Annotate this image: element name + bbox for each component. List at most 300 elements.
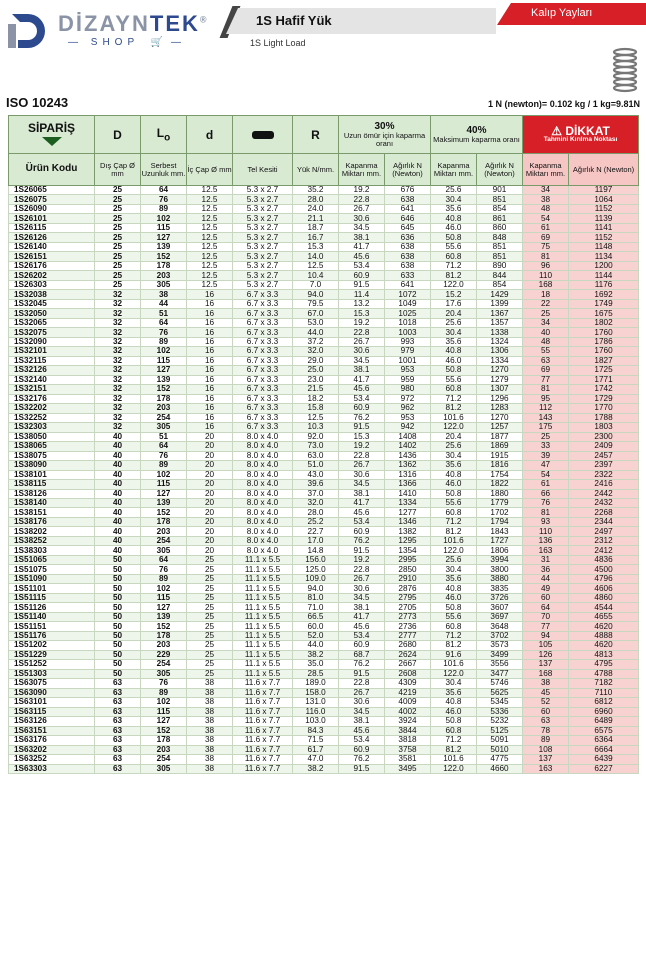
table-cell: 38 <box>187 698 233 707</box>
table-cell: 75 <box>523 242 569 251</box>
table-cell: 25 <box>187 641 233 650</box>
defl30-header: Kapanma Miktarı mm. <box>339 154 385 186</box>
table-cell: 1S26115 <box>9 223 95 232</box>
table-cell: 38 <box>187 679 233 688</box>
table-cell: 50 <box>95 565 141 574</box>
table-cell: 1786 <box>569 337 639 346</box>
table-cell: 861 <box>477 214 523 223</box>
force30-header: Ağırlık N (Newton) <box>385 154 431 186</box>
table-cell: 25 <box>187 631 233 640</box>
table-cell: 16 <box>187 413 233 422</box>
table-cell: 203 <box>141 271 187 280</box>
table-cell: 71.2 <box>431 631 477 640</box>
table-cell: 55.6 <box>431 242 477 251</box>
table-cell: 1S38252 <box>9 536 95 545</box>
table-cell: 2795 <box>385 593 431 602</box>
table-cell: 1316 <box>385 470 431 479</box>
table-cell: 851 <box>477 242 523 251</box>
table-cell: 46.0 <box>431 356 477 365</box>
table-cell: 15.8 <box>293 404 339 413</box>
table-cell: 81 <box>523 252 569 261</box>
table-cell: 38 <box>187 717 233 726</box>
table-cell: 152 <box>141 508 187 517</box>
table-body <box>9 186 639 774</box>
table-cell: 4620 <box>569 622 639 631</box>
table-cell: 4860 <box>569 593 639 602</box>
col-R: R <box>293 116 339 154</box>
table-cell: 38 <box>141 290 187 299</box>
table-cell: 5232 <box>477 717 523 726</box>
table-cell: 11.1 x 5.5 <box>233 574 293 583</box>
table-cell: 25.6 <box>431 318 477 327</box>
table-cell: 63 <box>95 688 141 697</box>
category-badge: Kalıp Yayları <box>497 3 646 25</box>
table-cell: 851 <box>477 195 523 204</box>
table-cell: 16 <box>187 366 233 375</box>
table-cell: 11.1 x 5.5 <box>233 631 293 640</box>
table-cell: 3573 <box>477 641 523 650</box>
table-cell: 25 <box>95 186 141 195</box>
table-row <box>9 404 639 413</box>
table-cell: 1354 <box>385 546 431 555</box>
table-cell: 1049 <box>385 299 431 308</box>
table-cell: 5345 <box>477 698 523 707</box>
table-cell: 81.0 <box>293 593 339 602</box>
table-cell: 63 <box>523 717 569 726</box>
table-cell: 41.7 <box>339 242 385 251</box>
table-cell: 6.7 x 3.3 <box>233 318 293 327</box>
table-cell: 115 <box>141 356 187 365</box>
table-cell: 89 <box>141 461 187 470</box>
table-cell: 12.5 <box>187 195 233 204</box>
table-cell: 5.3 x 2.7 <box>233 204 293 213</box>
table-cell: 5.3 x 2.7 <box>233 195 293 204</box>
table-cell: 1025 <box>385 309 431 318</box>
table-cell: 32 <box>95 337 141 346</box>
table-cell: 28.0 <box>293 195 339 204</box>
table-cell: 1S32101 <box>9 347 95 356</box>
table-cell: 52 <box>523 698 569 707</box>
unit-conversion: 1 N (newton)= 0.102 kg / 1 kg=9.81N <box>487 99 640 109</box>
table-cell: 1257 <box>477 423 523 432</box>
table-cell: 25 <box>187 584 233 593</box>
table-cell: 38.1 <box>339 366 385 375</box>
table-cell: 1779 <box>477 498 523 507</box>
table-row <box>9 394 639 403</box>
table-cell: 1S63090 <box>9 688 95 697</box>
table-cell: 50 <box>95 622 141 631</box>
table-cell: 34.5 <box>339 593 385 602</box>
table-cell: 50.8 <box>431 603 477 612</box>
table-cell: 4544 <box>569 603 639 612</box>
table-cell: 5091 <box>477 736 523 745</box>
table-row <box>9 726 639 735</box>
table-cell: 6.7 x 3.3 <box>233 423 293 432</box>
table-cell: 1822 <box>477 480 523 489</box>
table-cell: 36 <box>523 565 569 574</box>
table-cell: 11.6 x 7.7 <box>233 726 293 735</box>
table-cell: 91.5 <box>339 764 385 773</box>
table-cell: 30.6 <box>339 698 385 707</box>
table-cell: 12.5 <box>187 280 233 289</box>
table-cell: 1S63303 <box>9 764 95 773</box>
table-cell: 3800 <box>477 565 523 574</box>
table-cell: 89 <box>141 204 187 213</box>
table-row <box>9 451 639 460</box>
table-cell: 110 <box>523 527 569 536</box>
page-subtitle: 1S Light Load <box>250 38 306 48</box>
table-cell: 11.6 x 7.7 <box>233 745 293 754</box>
table-cell: 30.6 <box>339 214 385 223</box>
table-cell: 3880 <box>477 574 523 583</box>
spring-icon <box>612 46 638 96</box>
table-cell: 8.0 x 4.0 <box>233 432 293 441</box>
table-cell: 63 <box>95 736 141 745</box>
table-cell: 25 <box>187 574 233 583</box>
table-cell: 1S32045 <box>9 299 95 308</box>
table-cell: 30.6 <box>339 470 385 479</box>
table-cell: 1770 <box>569 404 639 413</box>
table-cell: 4796 <box>569 574 639 583</box>
spring-spec-table <box>8 115 639 774</box>
table-cell: 49 <box>523 584 569 593</box>
table-cell: 38.1 <box>339 603 385 612</box>
table-row <box>9 574 639 583</box>
table-cell: 305 <box>141 280 187 289</box>
table-cell: 1410 <box>385 489 431 498</box>
table-cell: 6.7 x 3.3 <box>233 337 293 346</box>
table-cell: 34.5 <box>339 480 385 489</box>
table-cell: 638 <box>385 252 431 261</box>
table-cell: 3499 <box>477 650 523 659</box>
table-cell: 108 <box>523 745 569 754</box>
table-cell: 1324 <box>477 337 523 346</box>
table-cell: 1816 <box>477 461 523 470</box>
table-cell: 7182 <box>569 679 639 688</box>
table-cell: 953 <box>385 366 431 375</box>
table-cell: 2322 <box>569 470 639 479</box>
table-cell: 4219 <box>385 688 431 697</box>
table-cell: 1S32075 <box>9 328 95 337</box>
table-row <box>9 385 639 394</box>
table-cell: 127 <box>141 233 187 242</box>
table-cell: 55.6 <box>431 498 477 507</box>
table-cell: 94 <box>523 631 569 640</box>
table-row <box>9 233 639 242</box>
table-cell: 63 <box>523 356 569 365</box>
table-cell: 1197 <box>569 186 639 195</box>
table-cell: 203 <box>141 641 187 650</box>
arrow-down-icon <box>42 137 62 146</box>
table-cell: 25.0 <box>293 366 339 375</box>
table-cell: 50.8 <box>431 717 477 726</box>
table-cell: 1S51252 <box>9 660 95 669</box>
table-cell: 60.8 <box>431 385 477 394</box>
table-cell: 76 <box>141 451 187 460</box>
table-cell: 40.8 <box>431 347 477 356</box>
table-cell: 45.6 <box>339 622 385 631</box>
table-cell: 6.7 x 3.3 <box>233 394 293 403</box>
table-cell: 18.2 <box>293 394 339 403</box>
table-cell: 993 <box>385 337 431 346</box>
table-cell: 1200 <box>569 261 639 270</box>
table-cell: 81.2 <box>431 271 477 280</box>
table-cell: 143 <box>523 413 569 422</box>
table-cell: 1S38065 <box>9 442 95 451</box>
table-row <box>9 366 639 375</box>
table-cell: 1362 <box>385 461 431 470</box>
table-cell: 6.7 x 3.3 <box>233 290 293 299</box>
table-cell: 45 <box>523 688 569 697</box>
table-cell: 37.2 <box>293 337 339 346</box>
table-cell: 16 <box>187 328 233 337</box>
table-cell: 46.0 <box>431 593 477 602</box>
table-cell: 53.4 <box>339 394 385 403</box>
cart-icon: 🛒 <box>150 37 164 48</box>
table-cell: 32 <box>95 318 141 327</box>
table-cell: 66 <box>523 489 569 498</box>
table-cell: 39.6 <box>293 480 339 489</box>
table-cell: 646 <box>385 214 431 223</box>
table-cell: 40 <box>95 442 141 451</box>
table-cell: 19.2 <box>339 555 385 564</box>
table-row <box>9 252 639 261</box>
table-cell: 71.5 <box>293 736 339 745</box>
table-cell: 69 <box>523 233 569 242</box>
table-cell: 45.6 <box>339 508 385 517</box>
table-cell: 8.0 x 4.0 <box>233 480 293 489</box>
table-cell: 18 <box>523 290 569 299</box>
table-cell: 122.0 <box>431 764 477 773</box>
table-cell: 63 <box>95 698 141 707</box>
table-cell: 25 <box>95 214 141 223</box>
table-cell: 126 <box>523 650 569 659</box>
table-cell: 2876 <box>385 584 431 593</box>
table-cell: 35.6 <box>431 688 477 697</box>
table-cell: 89 <box>523 736 569 745</box>
table-cell: 16 <box>187 394 233 403</box>
table-cell: 1S26140 <box>9 242 95 251</box>
table-row <box>9 641 639 650</box>
table-row <box>9 261 639 270</box>
table-cell: 17.0 <box>293 536 339 545</box>
table-cell: 1S38050 <box>9 432 95 441</box>
table-cell: 20 <box>187 442 233 451</box>
table-cell: 6227 <box>569 764 639 773</box>
table-cell: 76.2 <box>339 660 385 669</box>
table-cell: 76 <box>141 195 187 204</box>
table-cell: 1725 <box>569 366 639 375</box>
table-cell: 1366 <box>385 480 431 489</box>
break-defl-header: Kapanma Miktarı mm. <box>523 154 569 186</box>
table-cell: 1S26303 <box>9 280 95 289</box>
table-cell: 136 <box>523 536 569 545</box>
table-cell: 51 <box>141 432 187 441</box>
table-cell: 972 <box>385 394 431 403</box>
table-cell: 3758 <box>385 745 431 754</box>
table-cell: 50 <box>95 631 141 640</box>
table-cell: 40 <box>95 480 141 489</box>
table-cell: 20 <box>187 517 233 526</box>
table-cell: 30.6 <box>339 584 385 593</box>
table-cell: 1S26176 <box>9 261 95 270</box>
table-cell: 305 <box>141 423 187 432</box>
table-cell: 50 <box>95 650 141 659</box>
table-cell: 8.0 x 4.0 <box>233 508 293 517</box>
table-cell: 139 <box>141 612 187 621</box>
table-cell: 50.8 <box>431 233 477 242</box>
table-row <box>9 660 639 669</box>
table-cell: 1760 <box>569 347 639 356</box>
table-cell: 50 <box>95 612 141 621</box>
break-force-header: Ağırlık N (Newton) <box>569 154 639 186</box>
table-cell: 953 <box>385 413 431 422</box>
table-cell: 60.8 <box>431 622 477 631</box>
table-cell: 44.0 <box>293 641 339 650</box>
table-cell: 5.3 x 2.7 <box>233 223 293 232</box>
table-row <box>9 555 639 564</box>
table-cell: 25.6 <box>431 186 477 195</box>
table-cell: 32 <box>95 385 141 394</box>
table-cell: 139 <box>141 375 187 384</box>
table-cell: 25 <box>187 660 233 669</box>
table-cell: 63 <box>95 726 141 735</box>
table-cell: 11.1 x 5.5 <box>233 650 293 659</box>
table-cell: 12.5 <box>187 214 233 223</box>
table-row <box>9 309 639 318</box>
table-cell: 163 <box>523 546 569 555</box>
table-cell: 34 <box>523 318 569 327</box>
table-cell: 68.7 <box>339 650 385 659</box>
table-row <box>9 698 639 707</box>
table-cell: 38.1 <box>339 233 385 242</box>
table-cell: 1357 <box>477 318 523 327</box>
table-cell: 1S51202 <box>9 641 95 650</box>
table-cell: 95 <box>523 394 569 403</box>
table-cell: 1S32090 <box>9 337 95 346</box>
table-cell: 40.8 <box>431 470 477 479</box>
table-cell: 122.0 <box>431 546 477 555</box>
table-cell: 25.6 <box>431 442 477 451</box>
table-cell: 2300 <box>569 432 639 441</box>
table-cell: 12.5 <box>293 413 339 422</box>
table-cell: 1802 <box>569 318 639 327</box>
table-cell: 175 <box>523 423 569 432</box>
table-cell: 25 <box>187 650 233 659</box>
table-cell: 38.1 <box>339 717 385 726</box>
table-cell: 1727 <box>477 536 523 545</box>
table-cell: 60.0 <box>293 622 339 631</box>
table-cell: 41.7 <box>339 612 385 621</box>
table-cell: 91.6 <box>431 650 477 659</box>
table-cell: 4309 <box>385 679 431 688</box>
table-cell: 60.9 <box>339 527 385 536</box>
table-cell: 60 <box>523 707 569 716</box>
table-cell: 2995 <box>385 555 431 564</box>
table-cell: 1003 <box>385 328 431 337</box>
table-cell: 67.0 <box>293 309 339 318</box>
table-cell: 139 <box>141 498 187 507</box>
table-cell: 81.2 <box>431 404 477 413</box>
table-cell: 12.5 <box>187 252 233 261</box>
table-cell: 40 <box>95 508 141 517</box>
table-cell: 26.7 <box>339 204 385 213</box>
table-cell: 25 <box>95 280 141 289</box>
table-cell: 5746 <box>477 679 523 688</box>
table-cell: 45.6 <box>339 385 385 394</box>
table-row <box>9 489 639 498</box>
table-cell: 638 <box>385 195 431 204</box>
table-row <box>9 546 639 555</box>
table-cell: 25 <box>187 612 233 621</box>
table-cell: 1283 <box>477 404 523 413</box>
table-cell: 5.3 x 2.7 <box>233 261 293 270</box>
table-cell: 2457 <box>569 451 639 460</box>
table-cell: 53.4 <box>339 261 385 270</box>
table-cell: 89 <box>141 337 187 346</box>
table-row <box>9 536 639 545</box>
table-cell: 638 <box>385 242 431 251</box>
table-cell: 178 <box>141 631 187 640</box>
table-row <box>9 745 639 754</box>
table-cell: 17.6 <box>431 299 477 308</box>
table-cell: 4788 <box>569 669 639 678</box>
table-cell: 11.1 x 5.5 <box>233 593 293 602</box>
table-cell: 71.2 <box>431 517 477 526</box>
table-cell: 8.0 x 4.0 <box>233 489 293 498</box>
table-cell: 1S32126 <box>9 366 95 375</box>
table-cell: 203 <box>141 527 187 536</box>
table-cell: 127 <box>141 489 187 498</box>
table-cell: 35.6 <box>431 204 477 213</box>
table-cell: 1429 <box>477 290 523 299</box>
table-row <box>9 223 639 232</box>
table-cell: 7110 <box>569 688 639 697</box>
table-cell: 8.0 x 4.0 <box>233 470 293 479</box>
table-cell: 38 <box>523 679 569 688</box>
table-cell: 25 <box>95 195 141 204</box>
table-cell: 3844 <box>385 726 431 735</box>
table-cell: 8.0 x 4.0 <box>233 536 293 545</box>
table-cell: 2624 <box>385 650 431 659</box>
table-cell: 959 <box>385 375 431 384</box>
table-cell: 139 <box>141 242 187 251</box>
table-cell: 1307 <box>477 385 523 394</box>
table-cell: 5.3 x 2.7 <box>233 233 293 242</box>
table-cell: 1S51229 <box>9 650 95 659</box>
table-cell: 81.2 <box>431 745 477 754</box>
table-row <box>9 517 639 526</box>
table-cell: 40 <box>95 451 141 460</box>
table-row <box>9 442 639 451</box>
table-cell: 942 <box>385 423 431 432</box>
table-cell: 5125 <box>477 726 523 735</box>
table-cell: 11.6 x 7.7 <box>233 755 293 764</box>
product-code-header: Ürün Kodu <box>9 154 95 186</box>
table-cell: 30.4 <box>431 679 477 688</box>
table-cell: 81.2 <box>431 641 477 650</box>
table-cell: 25 <box>95 204 141 213</box>
table-cell: 848 <box>477 233 523 242</box>
table-cell: 2497 <box>569 527 639 536</box>
table-cell: 158.0 <box>293 688 339 697</box>
table-cell: 1338 <box>477 328 523 337</box>
table-cell: 5.3 x 2.7 <box>233 271 293 280</box>
table-cell: 11.6 x 7.7 <box>233 736 293 745</box>
table-cell: 1760 <box>569 328 639 337</box>
table-row <box>9 242 639 251</box>
table-cell: 25 <box>95 223 141 232</box>
